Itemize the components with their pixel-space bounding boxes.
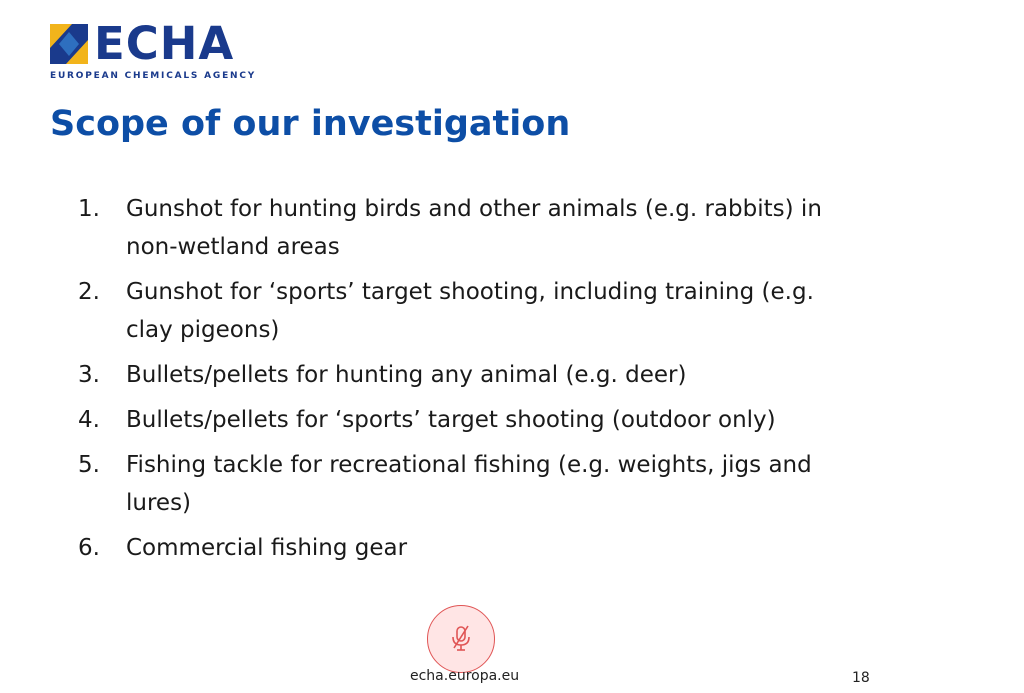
list-item-text: Fishing tackle for recreational fishing (e.g. weights, jigs and lures) [126, 452, 812, 516]
list-item-number: 5. [78, 452, 100, 478]
logo-subtitle: EUROPEAN CHEMICALS AGENCY [50, 71, 257, 81]
list-item [78, 190, 848, 266]
list-item [78, 273, 848, 349]
slide-title: Scope of our investigation [50, 104, 571, 144]
footer-url: echa.europa.eu [410, 668, 520, 684]
list-item-number: 3. [78, 362, 100, 388]
list-item [78, 356, 848, 394]
page-number: 18 [852, 670, 870, 686]
list-item-number: 4. [78, 407, 100, 433]
list-item-text: Bullets/pellets for hunting any animal (e.g. deer) [126, 362, 687, 388]
list-item-number: 2. [78, 279, 100, 305]
mic-muted-icon [448, 624, 474, 654]
list-item-text: Bullets/pellets for ‘sports’ target shooting (outdoor only) [126, 407, 776, 433]
echa-logo-icon [50, 24, 88, 64]
logo-wordmark: ECHA [94, 17, 235, 70]
list-item-text: Gunshot for hunting birds and other animals (e.g. rabbits) in non-wetland areas [126, 196, 822, 260]
list-item [78, 529, 848, 567]
list-item [78, 401, 848, 439]
scope-list [78, 190, 848, 574]
list-item-number: 1. [78, 196, 100, 222]
list-item-number: 6. [78, 535, 100, 561]
list-item-text: Gunshot for ‘sports’ target shooting, including training (e.g. clay pigeons) [126, 279, 814, 343]
list-item [78, 446, 848, 522]
mute-microphone-button[interactable] [427, 605, 495, 673]
list-item-text: Commercial fishing gear [126, 535, 408, 561]
echa-logo [50, 17, 257, 81]
